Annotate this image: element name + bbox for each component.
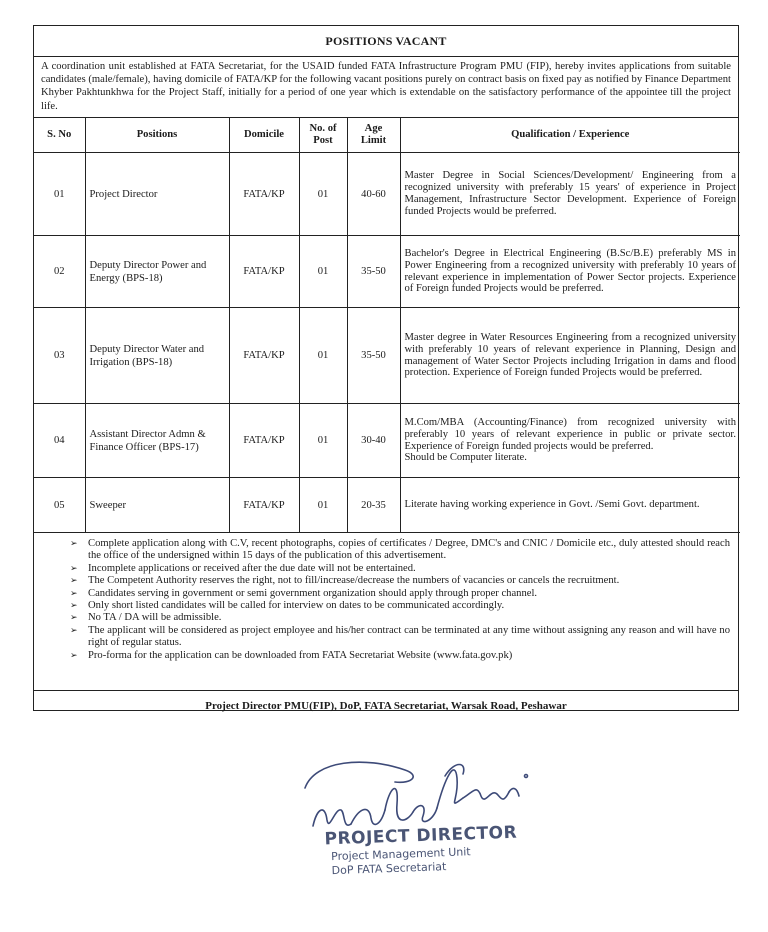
arrow-bullet-icon: ➢ [70,563,78,574]
cell-domicile: FATA/KP [229,308,299,404]
cell-age: 40-60 [347,153,400,236]
arrow-bullet-icon: ➢ [70,576,78,587]
arrow-bullet-icon: ➢ [70,539,78,549]
cell-position: Project Director [85,153,229,236]
cell-position: Deputy Director Water and Irrigation (BPS-18) [85,308,229,404]
qualification-extra: Should be Computer literate. [404,452,527,464]
table-row [34,153,740,236]
cell-qualification [400,404,740,478]
table-row [34,478,740,533]
note-text: The Competent Authority reserves the right, not to fill/increase/decrease the numbers of vacancies or cancels the recruitment. [88,575,620,587]
cell-position: Deputy Director Power and Energy (BPS-18) [85,236,229,308]
header-domicile: Domicile [229,118,299,153]
cell-sno: 04 [34,404,85,478]
official-stamp [324,823,518,878]
list-item [70,575,730,587]
table-row [34,404,740,478]
cell-qualification: Master Degree in Social Sciences/Development/ Engineering from a recognized university with preferably 15 years' of experience in Project Management, Infrastructure Sector Development. Experience of Foreign funded Projects would be preferred. [400,153,740,236]
table-header-row [34,118,740,153]
header-sno: S. No [34,118,85,153]
note-text: Pro-forma for the application can be downloaded from FATA Secretariat Website (www.fata.gov.pk) [88,649,513,661]
cell-qualification: Master degree in Water Resources Engineering from a recognized university with preferably 10 years of relevant experience in Planning, Design and management of Water Sector Projects including Irrigation in dams and flood protection. Experience of Foreign funded Projects would be preferred. [400,308,740,404]
cell-sno: 01 [34,153,85,236]
stamp-department: DoP FATA Secretariat [331,860,447,878]
cell-age: 20-35 [347,478,400,533]
cell-posts: 01 [299,236,347,308]
list-item [70,563,730,575]
cell-domicile: FATA/KP [229,404,299,478]
cell-sno: 05 [34,478,85,533]
stamp-unit: Project Management Unit [330,845,471,864]
ad-intro: A coordination unit established at FATA Secretariat, for the USAID funded FATA Infrastructure Program PMU (FIP), hereby invites applications from suitable candidates (male/female), having domicile of FATA/KP for the following vacant positions purely on contract basis on fixed pay as notified by Finance Department Khyber Pakhtunkhwa for the Project Staff, initially for a period of one year which is extendable on the satisfactory performance of the appointee till the project life. [34,57,738,118]
header-positions: Positions [85,118,229,153]
note-text: Only short listed candidates will be called for interview on dates to be communicated accordingly. [88,600,505,612]
cell-qualification: Bachelor's Degree in Electrical Engineering (B.Sc/B.E) preferably MS in Power Engineering from a recognized university with preferably 10 years of relevant experience in implementation of Power Sector projects. Experience of Foreign funded Projects would be preferred. [400,236,740,308]
cell-domicile: FATA/KP [229,236,299,308]
cell-age: 35-50 [347,308,400,404]
terms-list [34,533,738,691]
arrow-bullet-icon: ➢ [70,625,78,636]
header-no-of-post: No. of Post [299,118,347,153]
advertisement-box [33,25,739,711]
cell-age: 35-50 [347,236,400,308]
list-item [70,588,730,600]
arrow-bullet-icon: ➢ [70,613,78,624]
arrow-bullet-icon: ➢ [70,588,78,599]
cell-sno: 02 [34,236,85,308]
cell-posts: 01 [299,153,347,236]
header-qualification: Qualification / Experience [400,118,740,153]
cell-domicile: FATA/KP [229,478,299,533]
positions-table [34,118,740,533]
note-text: Complete application along with C.V, recent photographs, copies of certificates / Degree, DMC's and CNIC / Domicile etc., duly attested should reach the office of the undersigned within 15 days of the publication of this advertisement. [88,538,730,562]
stamp-title: PROJECT DIRECTOR [324,822,518,850]
cell-posts: 01 [299,478,347,533]
list-item [70,612,730,624]
list-item [70,600,730,612]
arrow-bullet-icon: ➢ [70,650,78,661]
qualification-text: M.Com/MBA (Accounting/Finance) from recognized university with preferably 10 years of relevant experience in public or private sector. Experience of Foreign funded projects would be preferred. [404,416,736,452]
table-row [34,236,740,308]
table-row [34,308,740,404]
note-text: Incomplete applications or received after the due date will not be entertained. [88,562,416,574]
cell-posts: 01 [299,308,347,404]
list-item [70,538,730,563]
cell-sno: 03 [34,308,85,404]
cell-domicile: FATA/KP [229,153,299,236]
note-text: No TA / DA will be admissible. [88,612,222,624]
ad-title: POSITIONS VACANT [34,26,738,57]
list-item [70,625,730,650]
note-text: Candidates serving in government or semi government organization should apply through proper channel. [88,587,538,599]
cell-qualification: Literate having working experience in Govt. /Semi Govt. department. [400,478,740,533]
cell-position: Assistant Director Admn & Finance Officer (BPS-17) [85,404,229,478]
signature-stamp-block [295,748,555,898]
header-age-limit: Age Limit [347,118,400,153]
arrow-bullet-icon: ➢ [70,601,78,612]
issuer-address: Project Director PMU(FIP), DoP, FATA Secretariat, Warsak Road, Peshawar [205,700,567,712]
cell-position: Sweeper [85,478,229,533]
note-text: The applicant will be considered as project employee and his/her contract can be terminated at any time without assigning any reason and will have no right of regular status. [88,624,730,649]
cell-posts: 01 [299,404,347,478]
list-item [70,650,730,662]
cell-age: 30-40 [347,404,400,478]
